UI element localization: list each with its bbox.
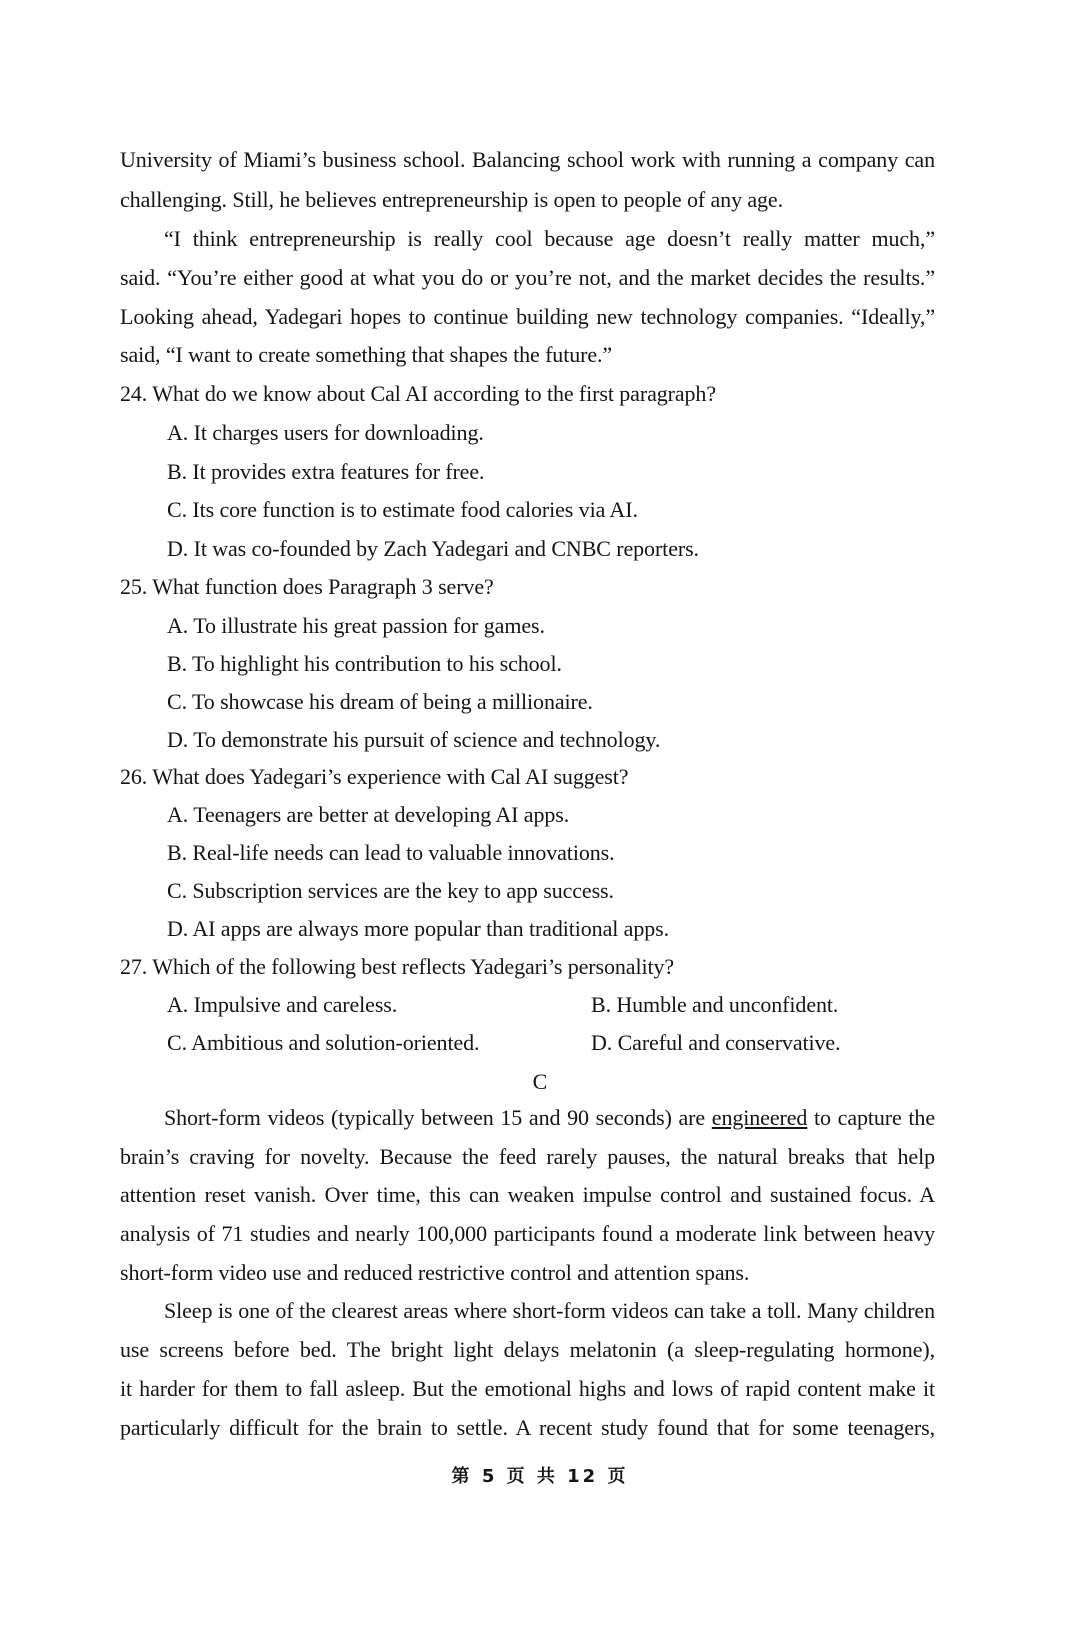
passage-line: said. “You’re either good at what you do or you’re not, and the market decides the results.” <box>120 265 935 290</box>
passage-line: short-form video use and reduced restrictive control and attention spans. <box>120 1260 750 1285</box>
question-24-stem: 24. What do we know about Cal AI according to the first paragraph? <box>120 381 716 406</box>
passage-c-p1-line1 <box>120 1104 935 1132</box>
passage-line: University of Miami’s business school. Balancing school work with running a company can <box>120 147 935 172</box>
page-number: 第 5 页 共 12 页 <box>451 1466 629 1487</box>
passage-line: Sleep is one of the clearest areas where short-form videos can take a toll. Many children <box>164 1298 935 1323</box>
question-27-option-c: C. Ambitious and solution-oriented. <box>167 1030 480 1055</box>
question-27-option-b: B. Humble and unconfident. <box>591 992 839 1017</box>
question-27-stem: 27. Which of the following best reflects Yadegari’s personality? <box>120 954 675 979</box>
question-25-option-b: B. To highlight his contribution to his school. <box>167 651 562 676</box>
question-25-option-c: C. To showcase his dream of being a millionaire. <box>167 689 593 714</box>
question-24-option-c: C. Its core function is to estimate food calories via AI. <box>167 497 638 522</box>
question-26-option-b: B. Real-life needs can lead to valuable innovations. <box>167 840 615 865</box>
section-c-heading: C <box>532 1069 548 1094</box>
question-26-stem: 26. What does Yadegari’s experience with Cal AI suggest? <box>120 764 629 789</box>
passage-line: “I think entrepreneurship is really cool because age doesn’t really matter much,” <box>164 226 935 251</box>
question-24-option-b: B. It provides extra features for free. <box>167 459 485 484</box>
question-25-option-d: D. To demonstrate his pursuit of science and technology. <box>167 727 661 752</box>
question-24-option-d: D. It was co-founded by Zach Yadegari and CNBC reporters. <box>167 536 699 561</box>
passage-line: said, “I want to create something that shapes the future.” <box>120 342 613 367</box>
underlined-word-engineered: engineered <box>711 1105 808 1130</box>
passage-text: Short-form videos (typically between 15 and 90 seconds) are <box>164 1105 712 1130</box>
passage-line: particularly difficult for the brain to settle. A recent study found that for some teenagers, <box>120 1415 935 1440</box>
question-26-option-d: D. AI apps are always more popular than traditional apps. <box>167 916 669 941</box>
question-25-stem: 25. What function does Paragraph 3 serve? <box>120 574 494 599</box>
question-27-option-a: A. Impulsive and careless. <box>167 992 398 1017</box>
passage-line: challenging. Still, he believes entrepreneurship is open to people of any age. <box>120 187 783 212</box>
question-25-option-a: A. To illustrate his great passion for games. <box>167 613 545 638</box>
passage-text: to capture the <box>807 1105 935 1130</box>
passage-line: analysis of 71 studies and nearly 100,000 participants found a moderate link between heavy <box>120 1221 935 1246</box>
question-26-option-a: A. Teenagers are better at developing AI apps. <box>167 802 570 827</box>
passage-line: brain’s craving for novelty. Because the feed rarely pauses, the natural breaks that help <box>120 1144 935 1169</box>
question-27-option-d: D. Careful and conservative. <box>591 1030 841 1055</box>
passage-line: attention reset vanish. Over time, this can weaken impulse control and sustained focus. A <box>120 1182 935 1207</box>
passage-line: it harder for them to fall asleep. But the emotional highs and lows of rapid content make it <box>120 1376 935 1401</box>
question-24-option-a: A. It charges users for downloading. <box>167 420 484 445</box>
question-26-option-c: C. Subscription services are the key to app success. <box>167 878 614 903</box>
passage-line: Looking ahead, Yadegari hopes to continue building new technology companies. “Ideally,” <box>120 304 935 329</box>
passage-line: use screens before bed. The bright light delays melatonin (a sleep-regulating hormone), <box>120 1337 935 1362</box>
